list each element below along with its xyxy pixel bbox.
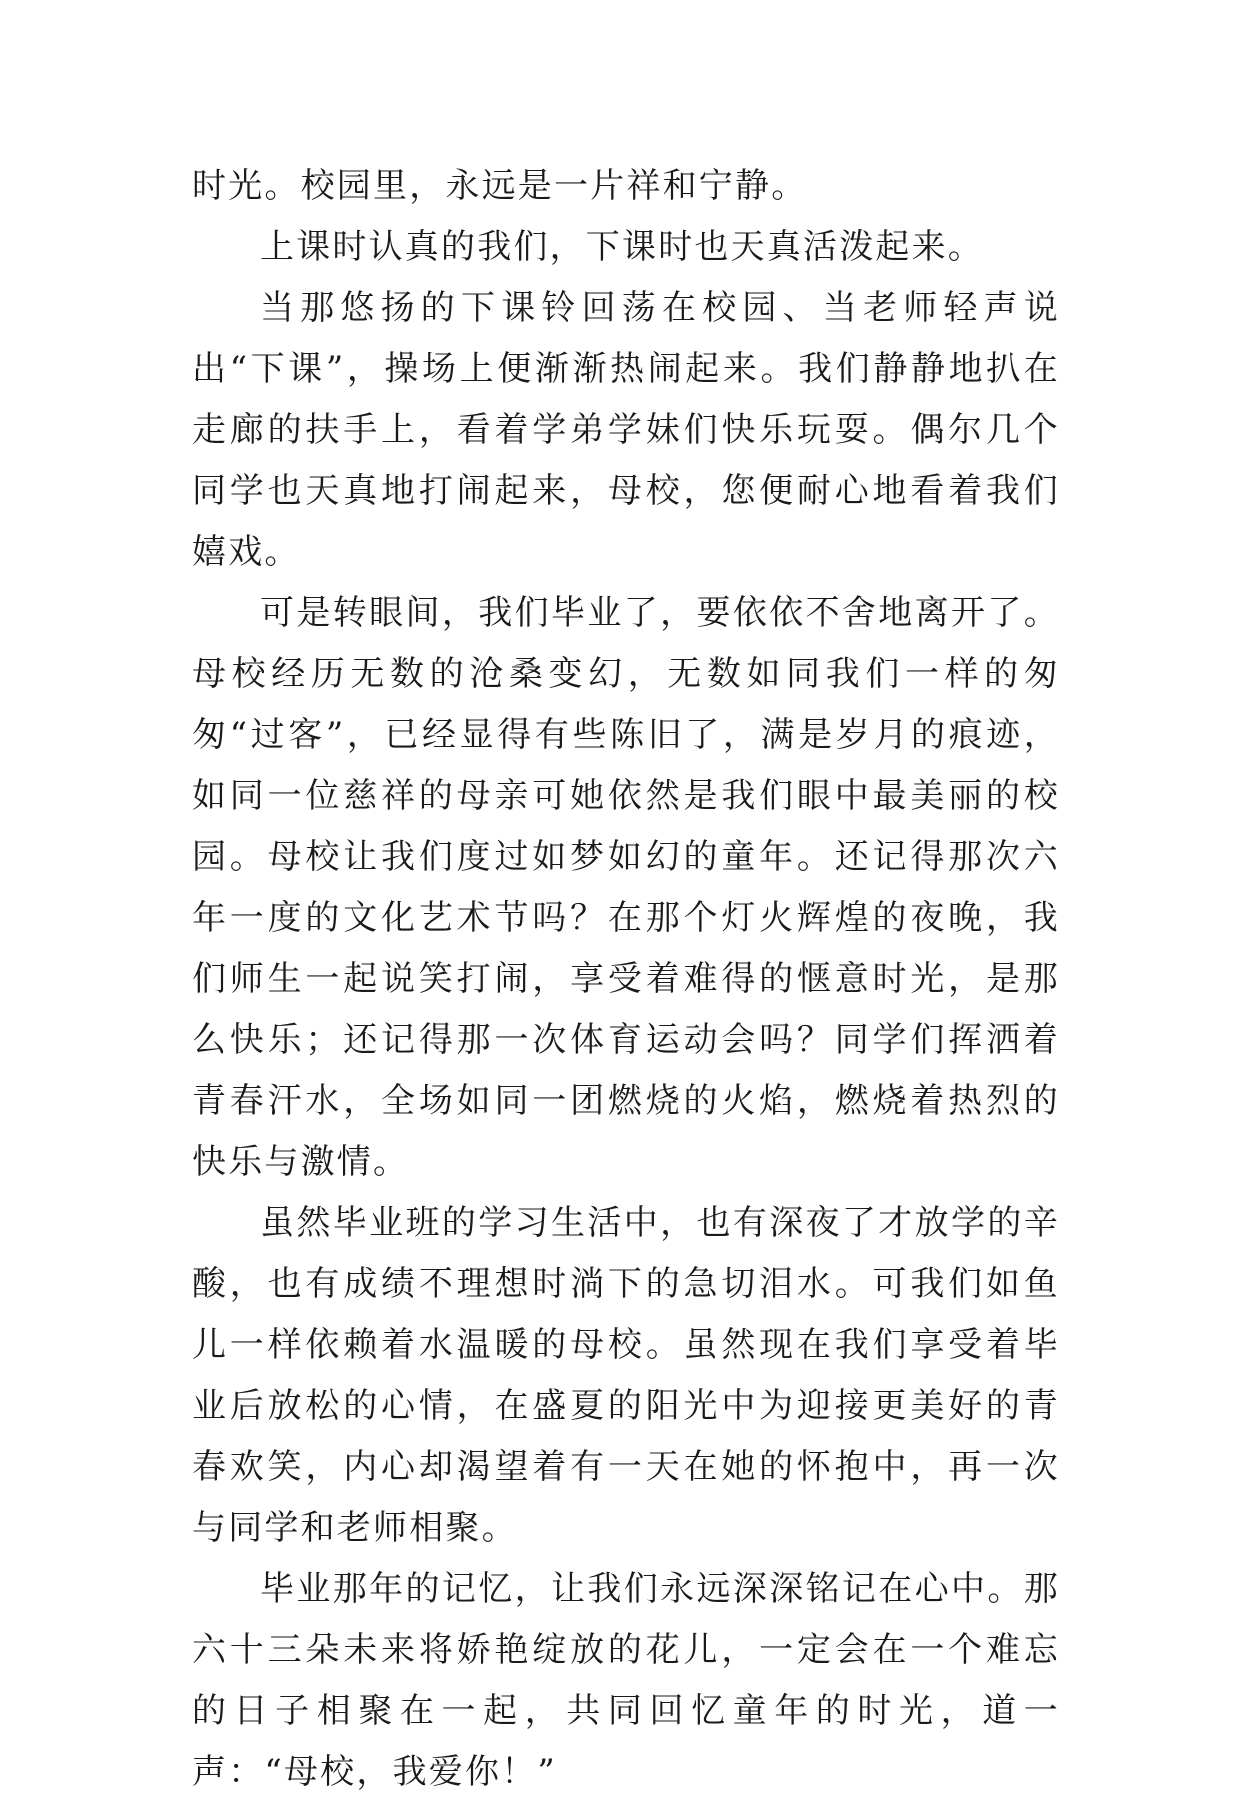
paragraph: 可是转眼间，我们毕业了，要依依不舍地离开了。母校经历无数的沧桑变幻，无数如同我们一样的匆匆“过客”，已经显得有些陈旧了，满是岁月的痕迹，如同一位慈祥的母亲可她依然是我们眼中最美丽的校园。母校让我们度过如梦如幻的童年。还记得那次六年一度的文化艺术节吗？在那个灯火辉煌的夜晚，我们师生一起说笑打闹，享受着难得的惬意时光，是那么快乐；还记得那一次体育运动会吗？同学们挥洒着青春汗水，全场如同一团燃烧的火焰，燃烧着热烈的快乐与激情。 [192,593,1060,1182]
paragraph: 当那悠扬的下课铃回荡在校园、当老师轻声说出“下课”，操场上便渐渐热闹起来。我们静静地扒在走廊的扶手上，看着学弟学妹们快乐玩耍。偶尔几个同学也天真地打闹起来，母校，您便耐心地看着我们嬉戏。 [192,288,1060,572]
paragraph: 时光。校园里，永远是一片祥和宁静。 [192,166,808,206]
paragraph: 上课时认真的我们，下课时也天真活泼起来。 [260,227,984,267]
document-body [192,156,1060,1803]
paragraph: 虽然毕业班的学习生活中，也有深夜了才放学的辛酸，也有成绩不理想时淌下的急切泪水。可我们如鱼儿一样依赖着水温暖的母校。虽然现在我们享受着毕业后放松的心情，在盛夏的阳光中为迎接更美好的青春欢笑，内心却渴望着有一天在她的怀抱中，再一次与同学和老师相聚。 [192,1203,1060,1548]
paragraph: 毕业那年的记忆，让我们永远深深铭记在心中。那六十三朵未来将娇艳绽放的花儿，一定会在一个难忘的日子相聚在一起，共同回忆童年的时光，道一声：“母校，我爱你！” [192,1569,1060,1792]
